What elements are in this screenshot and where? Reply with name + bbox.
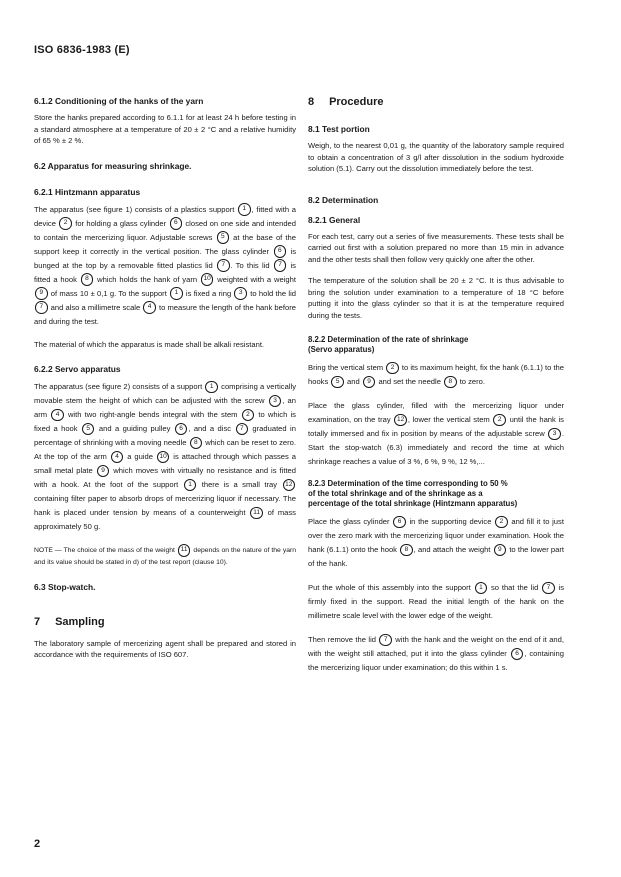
text-run: Place the glass cylinder, filled with the mercerizing liquor under examination, on the tray xyxy=(308,401,564,424)
ref-circle-6: 6 xyxy=(274,245,287,258)
heading-8-2-3 xyxy=(308,479,564,509)
heading-line: 8.2.2 Determination of the rate of shrinkage xyxy=(308,335,469,344)
section-number: 7 xyxy=(34,615,41,628)
ref-circle-8: 8 xyxy=(190,437,203,450)
ref-circle-3: 3 xyxy=(234,287,247,300)
section-title: Sampling xyxy=(55,615,105,628)
ref-circle-2: 2 xyxy=(386,362,399,375)
ref-circle-6: 6 xyxy=(175,423,188,436)
text-run: , and attach the weight xyxy=(413,545,491,554)
ref-circle-11: 11 xyxy=(250,507,263,520)
text-run: for holding a glass cylinder xyxy=(75,218,167,228)
para-6-2-2-servo xyxy=(34,380,296,534)
para-8-2-1-a: For each test, carry out a series of five measurements. These tests shall be carried out first with a solution prepared no more than 15 min in advance and the other tests shall then follow very quickly one after the other. xyxy=(308,231,564,264)
ref-circle-7: 7 xyxy=(542,582,555,595)
ref-circle-1: 1 xyxy=(205,381,218,394)
para-8-2-3-c xyxy=(308,633,564,675)
ref-circle-8: 8 xyxy=(400,544,413,557)
heading-8-2-2 xyxy=(308,335,564,355)
right-column xyxy=(308,96,564,685)
text-run: The apparatus (see figure 2) consists of a support xyxy=(34,382,203,391)
text-run: a guide xyxy=(127,452,153,461)
section-title: Procedure xyxy=(329,96,384,108)
ref-circle-5: 5 xyxy=(82,423,95,436)
text-run: NOTE — The choice of the mass of the weight xyxy=(34,547,175,555)
ref-circle-9: 9 xyxy=(97,465,110,478)
ref-circle-1: 1 xyxy=(238,203,251,216)
para-8-2-1-b: The temperature of the solution shall be 20 ± 2 °C. It is thus advisable to bring the solution under examination to a temperature of 18 °C before putting it into the glass cylinder so that it is at the temperature required during the tests. xyxy=(308,276,564,320)
text-run: which moves with virtually no resistance and is fitted with a hook. At the foot of the support xyxy=(34,466,296,489)
ref-circle-2: 2 xyxy=(493,414,506,427)
heading-line: percentage of the total shrinkage (Hintzmann apparatus) xyxy=(308,499,518,508)
para-8-1: Weigh, to the nearest 0,01 g, the quantity of the laboratory sample required to obtain a concentration of 3 g/l after dissolution in the sodium hydroxide solution (5.1). Carry out the dissolution immediately before the test. xyxy=(308,141,564,173)
text-run: there is a small tray xyxy=(201,480,278,489)
text-run: which can be reset to zero. At the top of the arm xyxy=(34,438,296,461)
ref-circle-7: 7 xyxy=(274,259,287,272)
para-8-2-3-a xyxy=(308,515,564,571)
text-run: , an arm xyxy=(34,396,296,419)
heading-line: (Servo apparatus) xyxy=(308,345,375,354)
text-run: is fitted a hook xyxy=(34,260,296,284)
heading-8 xyxy=(308,96,564,108)
note-weight-mass xyxy=(34,544,296,568)
ref-circle-1: 1 xyxy=(475,582,488,595)
text-run: Then remove the lid xyxy=(308,635,376,644)
text-run: and a guiding pulley xyxy=(98,424,171,433)
text-run: is firmly fixed in the support. Read the initial length of the hank on the millimetre scale level with the lower edge of the weight. xyxy=(308,583,564,620)
heading-6-2: 6.2 Apparatus for measuring shrinkage. xyxy=(34,160,192,171)
text-run: to its maximum height, fix the hank (6.1.1) to the hooks xyxy=(308,363,564,386)
ref-circle-1: 1 xyxy=(184,479,197,492)
ref-circle-12: 12 xyxy=(283,479,296,492)
para-6-2-1-material: The material of which the apparatus is made shall be alkali resistant. xyxy=(34,339,265,349)
text-run: which holds the hank of yarn xyxy=(97,274,198,284)
heading-6-1-2: 6.1.2 Conditioning of the hanks of the yarn xyxy=(34,96,204,106)
ref-circle-4: 4 xyxy=(111,451,124,464)
ref-circle-7: 7 xyxy=(217,259,230,272)
heading-8-2-1: 8.2.1 General xyxy=(308,214,361,225)
ref-circle-9: 9 xyxy=(494,544,507,557)
ref-circle-4: 4 xyxy=(51,409,64,422)
para-8-2-2-a xyxy=(308,361,564,389)
text-run: , lower the vertical stem xyxy=(407,415,490,424)
heading-8-1: 8.1 Test portion xyxy=(308,124,370,134)
ref-circle-3: 3 xyxy=(269,395,282,408)
text-run: The apparatus (see figure 1) consists of a plastics support xyxy=(34,204,235,214)
ref-circle-7: 7 xyxy=(379,634,392,647)
ref-circle-5: 5 xyxy=(331,376,344,389)
ref-circle-7: 7 xyxy=(35,301,48,314)
ref-circle-11: 11 xyxy=(178,544,191,557)
text-run: weighted with a weight xyxy=(217,274,296,284)
left-column xyxy=(34,96,296,671)
ref-circle-4: 4 xyxy=(143,301,156,314)
text-run: and xyxy=(347,377,360,386)
text-run: with the hank and the weight on the end of it and, with the weight still attached, put it into the glass cylinder xyxy=(308,635,564,658)
text-run: graduated in percentage of shrinking with a moving needle xyxy=(34,424,296,447)
para-8-2-3-b xyxy=(308,581,564,623)
section-number: 8 xyxy=(308,96,315,108)
ref-circle-10: 10 xyxy=(201,273,214,286)
para-8-2-2-b xyxy=(308,399,564,469)
heading-6-3: 6.3 Stop-watch. xyxy=(34,581,96,592)
ref-circle-7: 7 xyxy=(236,423,249,436)
text-run: Put the whole of this assembly into the support xyxy=(308,583,471,592)
text-run: , containing the mercerizing liquor under examination; do this within 1 s. xyxy=(308,649,564,672)
text-run: until the hank is totally immersed and fix in position by means of the adjustable screw xyxy=(308,415,564,438)
text-run: Place the glass cylinder xyxy=(308,517,390,526)
text-run: and set the needle xyxy=(378,377,441,386)
ref-circle-9: 9 xyxy=(35,287,48,300)
text-run: , and a disc xyxy=(188,424,232,433)
text-run: in the supporting device xyxy=(409,517,492,526)
text-run: to zero. xyxy=(459,377,486,386)
ref-circle-5: 5 xyxy=(217,231,230,244)
text-run: , fitted with a device xyxy=(34,204,296,228)
page-header: ISO 6836-1983 (E) xyxy=(34,44,130,56)
text-run: and also a millimetre scale xyxy=(50,302,141,312)
text-run: is attached through which passes a small metal plate xyxy=(34,452,296,475)
ref-circle-10: 10 xyxy=(157,451,170,464)
heading-line: of the total shrinkage and of the shrinkage as a xyxy=(308,489,483,498)
ref-circle-2: 2 xyxy=(242,409,255,422)
ref-circle-2: 2 xyxy=(495,516,508,529)
ref-circle-12: 12 xyxy=(394,414,407,427)
ref-circle-6: 6 xyxy=(170,217,183,230)
ref-circle-2: 2 xyxy=(59,217,72,230)
text-run: comprising a vertically movable stem the height of which can be adjusted with the screw xyxy=(34,382,296,405)
ref-circle-3: 3 xyxy=(548,428,561,441)
ref-circle-6: 6 xyxy=(511,648,524,661)
ref-circle-8: 8 xyxy=(81,273,94,286)
text-run: of mass approximately 50 g. xyxy=(34,508,296,531)
text-run: and fill it to just over the zero mark with the mercerizing liquor under examination. Hook the hank (6.1.1) onto the hook xyxy=(308,517,564,554)
ref-circle-1: 1 xyxy=(170,287,183,300)
text-run: . Start the stop-watch (6.3) immediately and record the time at which shrinkage reaches a value of 3 %, 6 %, 9 %, 12 %,... xyxy=(308,429,564,466)
text-run: . To this lid xyxy=(230,260,270,270)
ref-circle-9: 9 xyxy=(363,376,376,389)
text-run: depends on the nature of the yarn and its value should be stated in d) of the test report (clause 10). xyxy=(34,547,297,566)
text-run: to which is fixed a hook xyxy=(34,410,296,433)
heading-6-2-2: 6.2.2 Servo apparatus xyxy=(34,364,121,374)
text-run: of mass 10 ± 0,1 g. To the support xyxy=(50,288,167,298)
text-run: is fixed a ring xyxy=(185,288,232,298)
text-run: Bring the vertical stem xyxy=(308,363,384,372)
text-run: closed on one side and intended to contain the mercerizing liquor. Adjustable screws xyxy=(34,218,296,242)
para-6-2-1-apparatus xyxy=(34,203,296,329)
text-run: to measure the length of the hank before and during the test. xyxy=(34,302,296,326)
text-run: is bunged at the top by a removable fitted plastics lid xyxy=(34,246,296,270)
heading-line: 8.2.3 Determination of the time corresponding to 50 % xyxy=(308,479,508,488)
text-run: with two right-angle bends integral with the stem xyxy=(67,410,238,419)
para-6-1-2: Store the hanks prepared according to 6.1.1 for at least 24 h before testing in a standard atmosphere at a temperature of 20 ± 2 °C and a relative humidity of 65 % ± 2 %. xyxy=(34,113,296,145)
heading-6-2-1: 6.2.1 Hintzmann apparatus xyxy=(34,186,141,197)
text-run: containing filter paper to absorb drops of mercerizing liquor if necessary. The hank is placed under tension by means of a counterweight xyxy=(34,494,296,517)
text-run: so that the lid xyxy=(490,583,539,592)
page-number: 2 xyxy=(34,838,41,850)
heading-7 xyxy=(34,616,296,628)
heading-8-2: 8.2 Determination xyxy=(308,194,379,205)
text-run: at the base of the support keep it correctly in the vertical position. The glass cylinder xyxy=(34,232,296,256)
text-run: to hold the lid xyxy=(250,288,296,298)
ref-circle-6: 6 xyxy=(393,516,406,529)
para-7-sampling: The laboratory sample of mercerizing agent shall be prepared and stored in accordance with the requirements of ISO 607. xyxy=(34,638,296,659)
ref-circle-8: 8 xyxy=(444,376,457,389)
text-run: to the lower part of the hank. xyxy=(308,545,564,568)
